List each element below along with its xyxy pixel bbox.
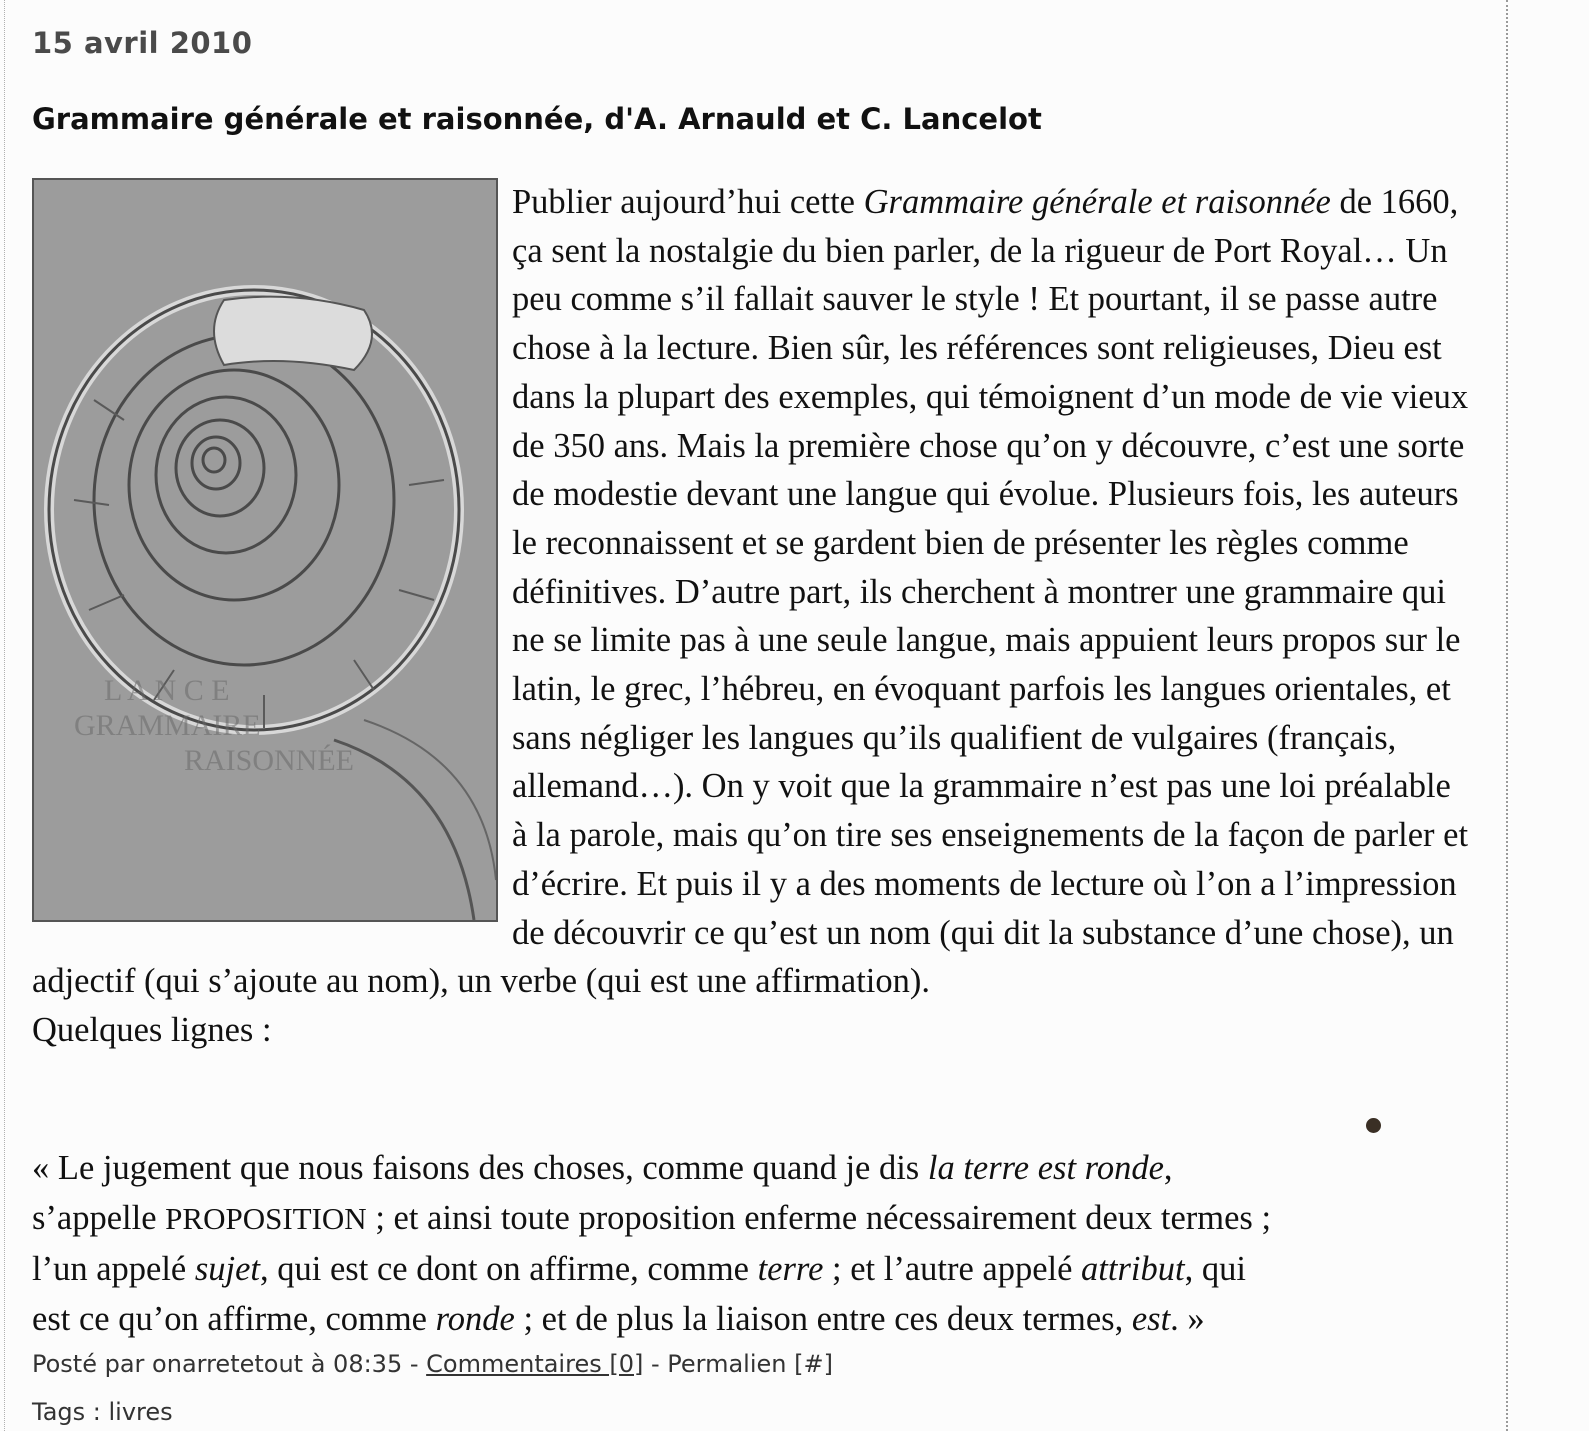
- spiral-staircase-illustration: [34, 180, 496, 920]
- book-cover-image: [32, 178, 498, 922]
- quote-italic: ronde: [435, 1300, 515, 1338]
- quote-text: « Le jugement que nous faisons des choses, comme quand je dis: [32, 1149, 928, 1187]
- quote-text: ; et de plus la liaison entre ces deux termes,: [514, 1300, 1132, 1338]
- quote-text: ; et ainsi toute proposition enferme nécessairement deux termes ;: [366, 1199, 1272, 1237]
- quote-italic: attribut: [1081, 1250, 1185, 1288]
- svg-text:L A N C E: L A N C E: [104, 674, 230, 707]
- body-text-start: Publier aujourd’hui cette: [512, 183, 864, 221]
- permalink-label: - Permalien: [643, 1350, 795, 1378]
- quote-text: , qui est ce dont on affirme, comme: [260, 1250, 758, 1288]
- svg-text:GRAMMAIRE: GRAMMAIRE: [74, 709, 261, 742]
- post-tags: Tags : livres: [32, 1398, 173, 1426]
- scan-speck: [1366, 1118, 1381, 1133]
- body-text-rest: de 1660, ça sent la nostalgie du bien parler, de la rigueur de Port Royal… Un peu comme s’il fallait sauver le style ! Et pourtant, il se passe autre chose à la lecture. Bien sûr, les références sont religieuses, Dieu est dans la plupart des exemples, qui témoignent d’un mode de vie vieux de 350 ans. Mais la première chose qu’on y découvre, c’est une sorte de modestie devant une langue qui évolue. Plusieurs fois, les auteurs le reconnaissent et se gardent bien de présenter les règles comme définitives. D’autre part, ils cherchent à montrer une grammaire qui ne se limite pas à une seule langue, mais appuient leurs propos sur le latin, le grec, l’hébreu, en évoquant parfois les langues orientales, et sans négliger les langues qu’ils qualifient de vulgaires (français, allemand…). On y voit que la grammaire n’est pas une loi préalable à la parole, mais qu’on tire ses enseignements de la façon de parler et d’écrire. Et puis il y a des moments de lecture où l’on a l’impression de découvrir ce qu’est un nom (qui dit la substance d’une chose), un adjectif (qui s’ajoute au nom), un verbe (qui est une affirmation).: [32, 183, 1469, 1001]
- post-footer: [32, 1350, 833, 1378]
- svg-text:RAISONNÉE: RAISONNÉE: [184, 744, 354, 777]
- quote-text: est ce qu’on affirme, comme: [32, 1300, 436, 1338]
- post-title: Grammaire générale et raisonnée, d'A. Arnauld et C. Lancelot: [32, 102, 1042, 136]
- post-date: 15 avril 2010: [32, 26, 253, 60]
- post-body: [32, 178, 1472, 1055]
- quote-text: . »: [1170, 1300, 1205, 1338]
- quote-text: l’un appelé: [32, 1250, 195, 1288]
- body-intro-quote: Quelques lignes :: [32, 1010, 272, 1049]
- quote-small-caps: PROPOSITION: [165, 1201, 367, 1236]
- quotation: [32, 1143, 1472, 1344]
- book-title-italic: Grammaire générale et raisonnée: [863, 183, 1331, 221]
- quote-text: , qui: [1184, 1250, 1246, 1288]
- quote-italic: est: [1131, 1300, 1171, 1338]
- permalink-link[interactable]: [#]: [794, 1350, 833, 1378]
- quote-italic: sujet: [194, 1250, 261, 1288]
- quote-text: s’appelle: [32, 1199, 166, 1237]
- quote-italic: la terre est ronde: [927, 1149, 1164, 1187]
- comments-link[interactable]: Commentaires [0]: [426, 1350, 644, 1378]
- quote-text: ; et l’autre appelé: [823, 1250, 1082, 1288]
- page-right-edge: [1506, 0, 1508, 1431]
- posted-by: Posté par onarretetout à 08:35 -: [32, 1350, 427, 1378]
- quote-text: ,: [1163, 1149, 1173, 1187]
- quote-italic: terre: [757, 1250, 824, 1288]
- page-left-edge: [4, 0, 5, 1431]
